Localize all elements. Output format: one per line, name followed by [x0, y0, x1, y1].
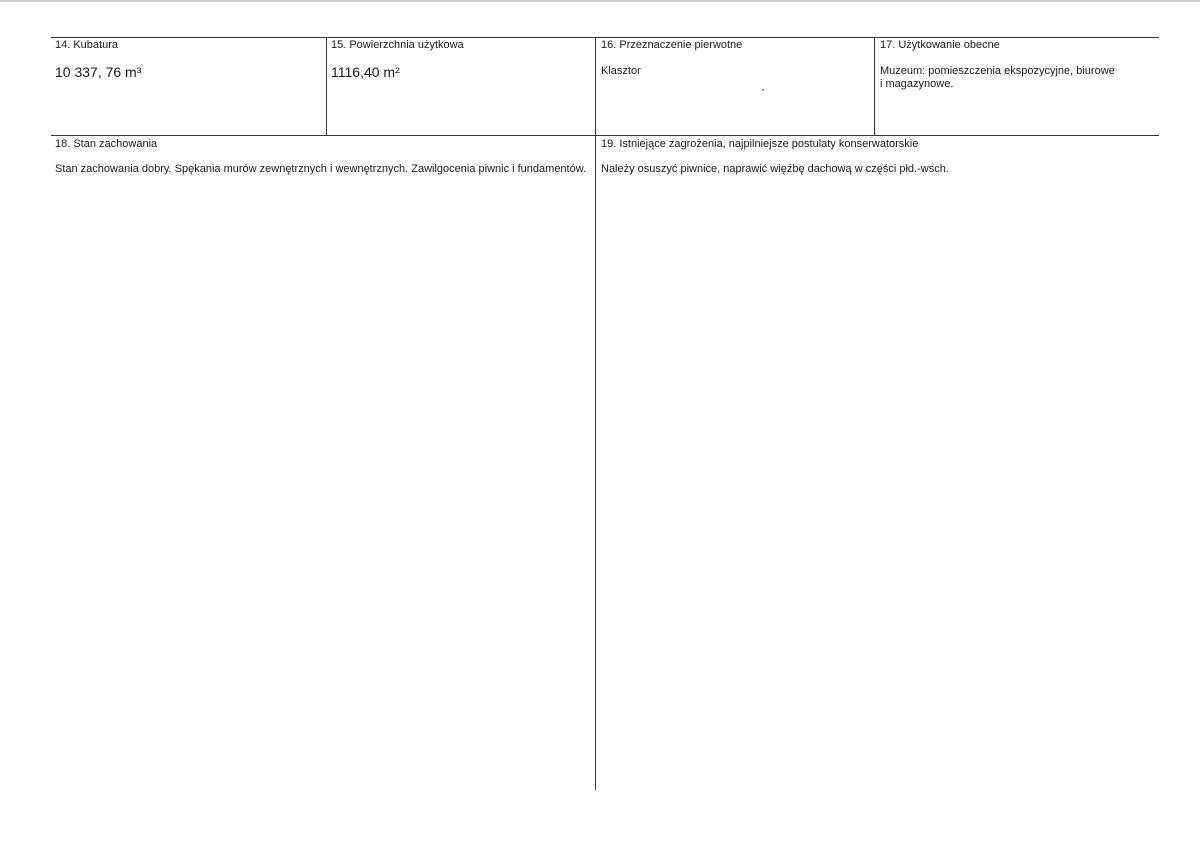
field-17-value-line2: i magazynowe. [880, 78, 954, 90]
divider-14-15 [326, 37, 327, 135]
divider-16-17 [874, 37, 875, 135]
field-18-value: Stan zachowania dobry. Spękania murów zewnętrznych i wewnętrznych. Zawilgocenia piwnic i fundamentów. [55, 163, 587, 175]
row1-bottom-border [51, 135, 1159, 136]
field-17-value-line1: Muzeum: pomieszczenia ekspozycyjne, biurowe [880, 65, 1115, 77]
field-15-label: 15. Powierzchnia użytkowa [331, 39, 464, 51]
field-18-label: 18. Stan zachowania [55, 138, 158, 150]
scan-speck [762, 89, 764, 91]
field-17-label: 17. Użytkowanie obecne [880, 39, 1000, 51]
field-14-value: 10 337, 76 m³ [55, 64, 142, 80]
divider-18-19 [595, 135, 596, 790]
field-19-label: 19. Istniejące zagrożenia, najpilniejsze postulaty konserwatorskie [601, 138, 919, 150]
field-16-label: 16. Przeznaczenie pierwotne [601, 39, 743, 51]
field-15-value: 1116,40 m² [331, 64, 400, 80]
row1-top-border [51, 37, 1159, 38]
divider-15-16 [595, 37, 596, 135]
field-14-label: 14. Kubatura [55, 39, 118, 51]
field-16-value: Klasztor [601, 65, 641, 77]
field-19-value: Należy osuszyć piwnice, naprawić więźbę dachową w części płd.-wsch. [601, 163, 949, 175]
